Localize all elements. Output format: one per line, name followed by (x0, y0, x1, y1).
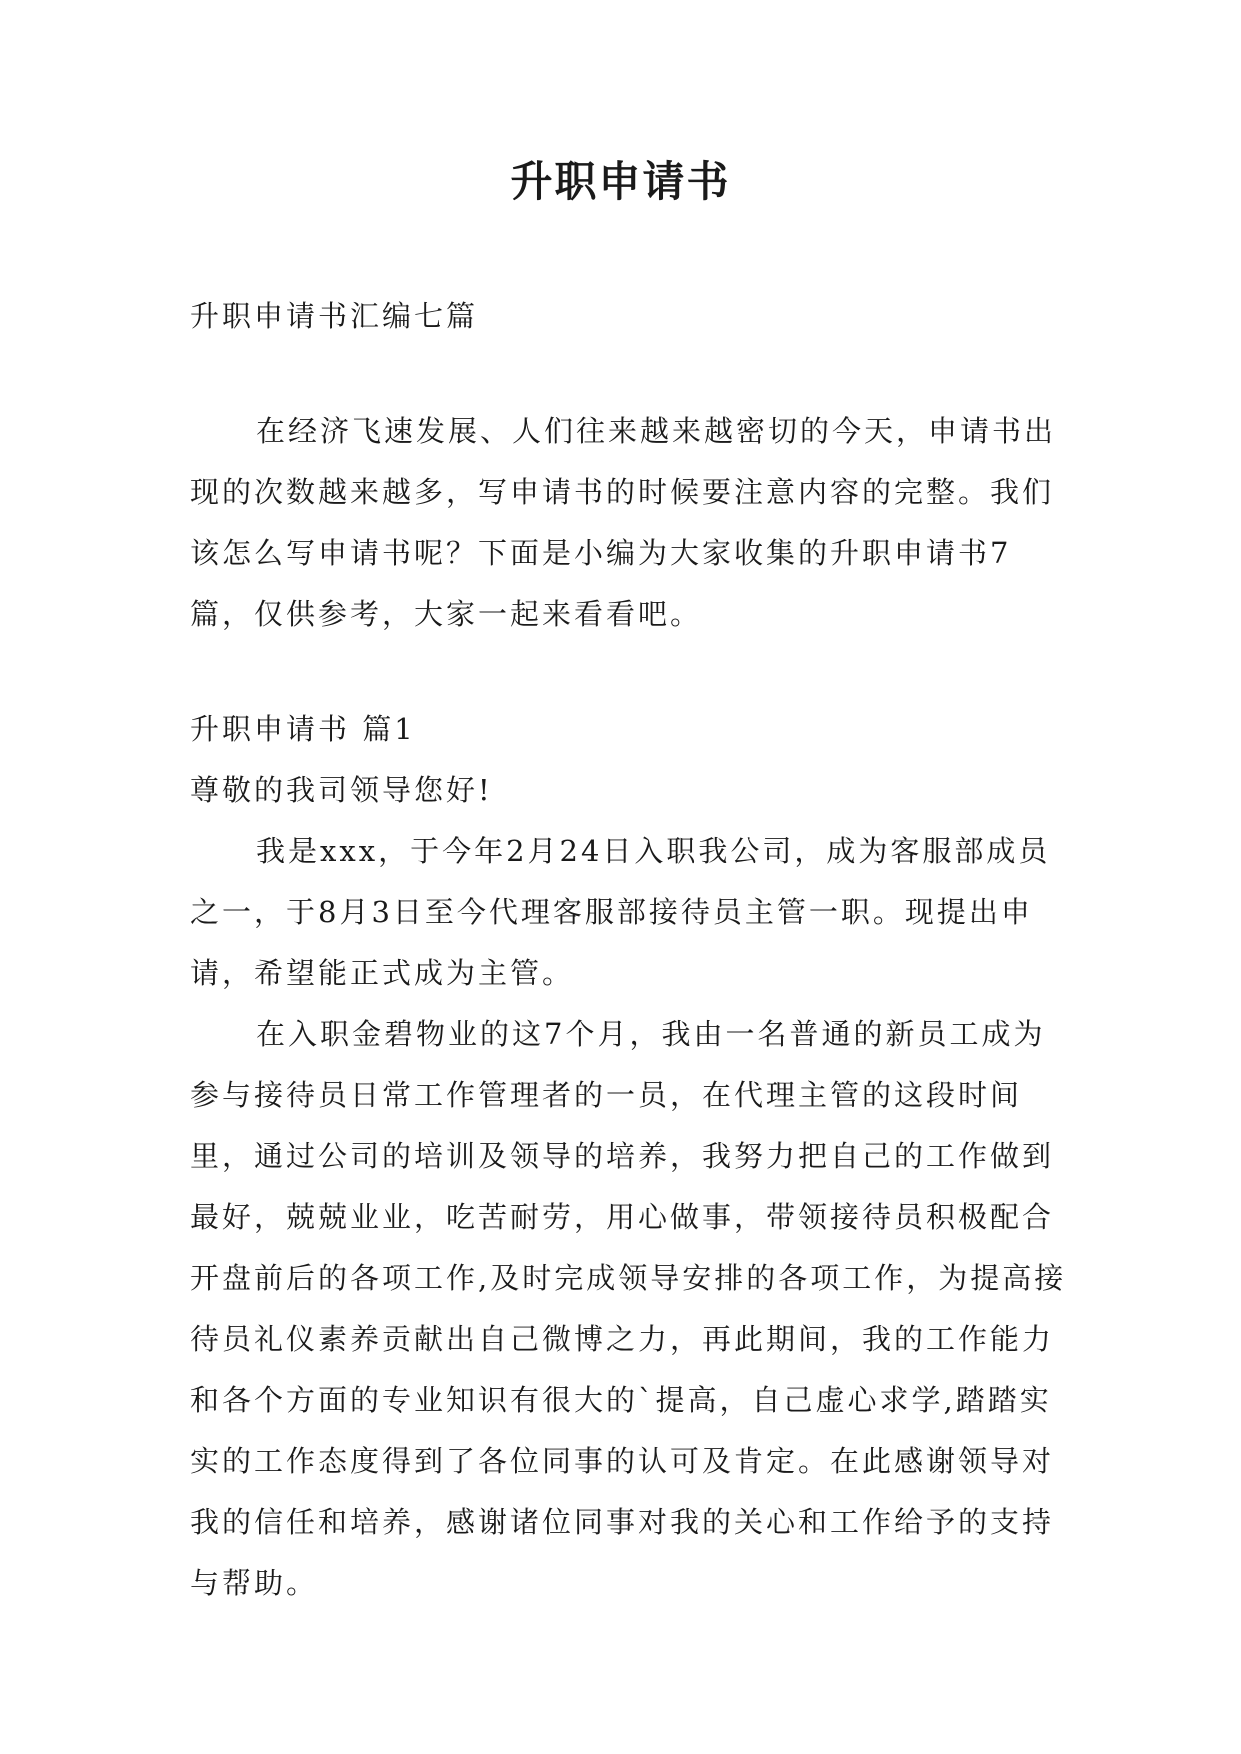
body-paragraph-2: 在入职金碧物业的这7个月，我由一名普通的新员工成为参与接待员日常工作管理者的一员，在代理主管的这段时间里，通过公司的培训及领导的培养，我努力把自己的工作做到最好，兢兢业业，吃苦耐劳，用心做事，带领接待员积极配合开盘前后的各项工作,及时完成领导安排的各项工作，为提高接待员礼仪素养贡献出自己微博之力，再此期间，我的工作能力和各个方面的专业知识有很大的`提高，自己虚心求学,踏踏实实的工作态度得到了各位同事的认可及肯定。在此感谢领导对我的信任和培养，感谢诸位同事对我的关心和工作给予的支持与帮助。 (190, 1017, 1067, 1600)
salutation: 尊敬的我司领导您好! (190, 773, 493, 807)
intro-paragraph: 在经济飞速发展、人们往来越来越密切的今天，申请书出现的次数越来越多，写申请书的时候要注意内容的完整。我们该怎么写申请书呢？下面是小编为大家收集的升职申请书7篇，仅供参考，大家一起来看看吧。 (190, 414, 1057, 631)
section-heading: 升职申请书 篇1 (190, 712, 416, 746)
document-title: 升职申请书 (510, 157, 731, 206)
document-subtitle: 升职申请书汇编七篇 (190, 299, 479, 333)
document-body (190, 286, 1070, 1614)
body-paragraph-1: 我是xxx，于今年2月24日入职我公司，成为客服部成员之一，于8月3日至今代理客服部接待员主管一职。现提出申请，希望能正式成为主管。 (190, 834, 1051, 990)
